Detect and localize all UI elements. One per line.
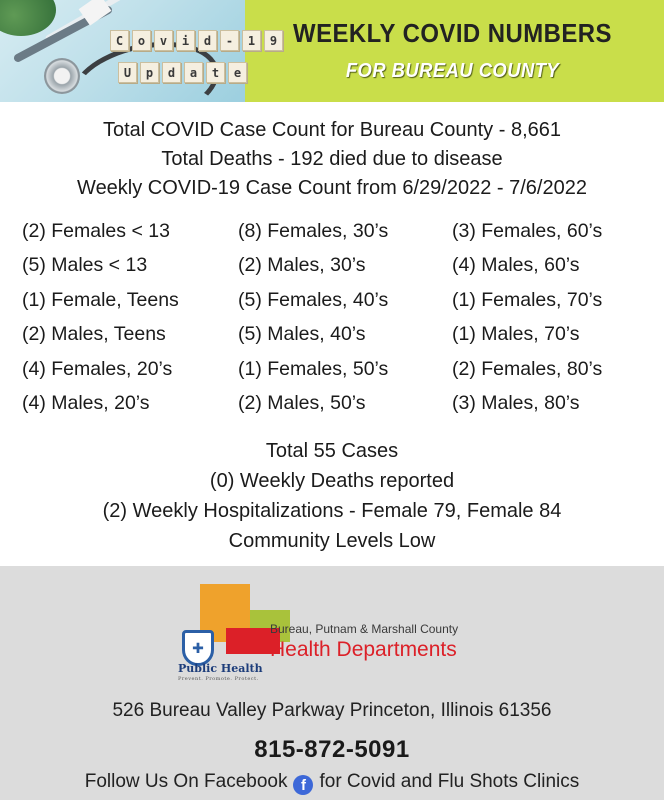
totals-block: [0, 436, 664, 556]
letter-tile: 9: [264, 30, 283, 51]
letter-tile: t: [206, 62, 225, 83]
public-health-shield-icon: ✚: [182, 630, 214, 666]
weekly-case-range: Weekly COVID-19 Case Count from 6/29/2022 - 7/6/2022: [77, 177, 587, 199]
letter-tile: i: [176, 30, 195, 51]
letter-tile: e: [228, 62, 247, 83]
follow-text: Follow Us On Facebook: [84, 771, 288, 792]
case-entry: (5) Males, 40’s: [238, 323, 366, 346]
page-subtitle: FOR BUREAU COUNTY: [345, 60, 560, 82]
facebook-follow-line: [0, 771, 664, 795]
medical-desk-image: [0, 0, 278, 102]
letter-tile: d: [162, 62, 181, 83]
letter-tile: o: [132, 30, 151, 51]
page-title: WEEKLY COVID NUMBERS: [293, 18, 612, 48]
letter-tile: a: [184, 62, 203, 83]
address: 526 Bureau Valley Parkway Princeton, Illinois 61356: [112, 700, 552, 721]
letter-tile: U: [118, 62, 137, 83]
total-weekly-cases: Total 55 Cases: [265, 440, 399, 462]
case-entry: (4) Females, 20’s: [22, 357, 173, 380]
update-tiles: [118, 62, 247, 83]
health-department-logo: [178, 584, 498, 688]
letter-tile: -: [220, 30, 239, 51]
case-entry: (2) Females < 13: [22, 220, 170, 242]
case-entry: (1) Females, 70’s: [452, 288, 603, 311]
logo-public-health: Public Health: [178, 662, 263, 675]
case-entry: (2) Males, 30’s: [238, 254, 366, 277]
header-band: [0, 0, 664, 102]
case-entry: (2) Females, 80’s: [452, 357, 603, 380]
case-column-2: [238, 214, 452, 420]
case-entry: (8) Females, 30’s: [238, 220, 389, 242]
community-levels: Community Levels Low: [228, 530, 436, 552]
case-entry: (3) Females, 60’s: [452, 220, 603, 242]
letter-tile: C: [110, 30, 129, 51]
logo-health-departments: Health Departments: [270, 638, 457, 661]
footer-band: [0, 566, 664, 800]
case-entry: (1) Males, 70’s: [452, 323, 580, 346]
total-case-count: Total COVID Case Count for Bureau County - 8,661: [102, 119, 561, 141]
facebook-icon: f: [293, 775, 313, 795]
case-entry: (1) Female, Teens: [22, 288, 179, 311]
summary-block: [0, 116, 664, 203]
weekly-deaths: (0) Weekly Deaths reported: [209, 470, 455, 492]
letter-tile: d: [198, 30, 217, 51]
plant-image: [0, 0, 56, 36]
logo-tagline: Prevent. Promote. Protect.: [178, 676, 259, 682]
case-breakdown-grid: [22, 214, 642, 420]
total-deaths: Total Deaths - 192 died due to disease: [161, 148, 503, 170]
case-column-3: [452, 214, 642, 420]
case-entry: (3) Males, 80’s: [452, 392, 580, 415]
case-entry: (2) Males, Teens: [22, 323, 166, 346]
case-entry: (5) Females, 40’s: [238, 288, 389, 311]
case-entry: (4) Males, 20’s: [22, 392, 150, 415]
case-column-1: [22, 214, 238, 420]
weekly-hospitalizations: (2) Weekly Hospitalizations - Female 79, Female 84: [102, 500, 562, 522]
letter-tile: p: [140, 62, 159, 83]
case-entry: (1) Females, 50’s: [238, 357, 389, 380]
covid-19-tiles: [110, 30, 283, 51]
stethoscope-icon: [44, 58, 80, 94]
letter-tile: 1: [242, 30, 261, 51]
logo-counties: Bureau, Putnam & Marshall County: [270, 622, 459, 636]
letter-tile: v: [154, 30, 173, 51]
case-entry: (4) Males, 60’s: [452, 254, 580, 277]
phone-number: 815-872-5091: [254, 736, 410, 763]
follow-text-suffix: for Covid and Flu Shots Clinics: [319, 771, 580, 792]
case-entry: (2) Males, 50’s: [238, 392, 366, 415]
case-entry: (5) Males < 13: [22, 254, 148, 277]
